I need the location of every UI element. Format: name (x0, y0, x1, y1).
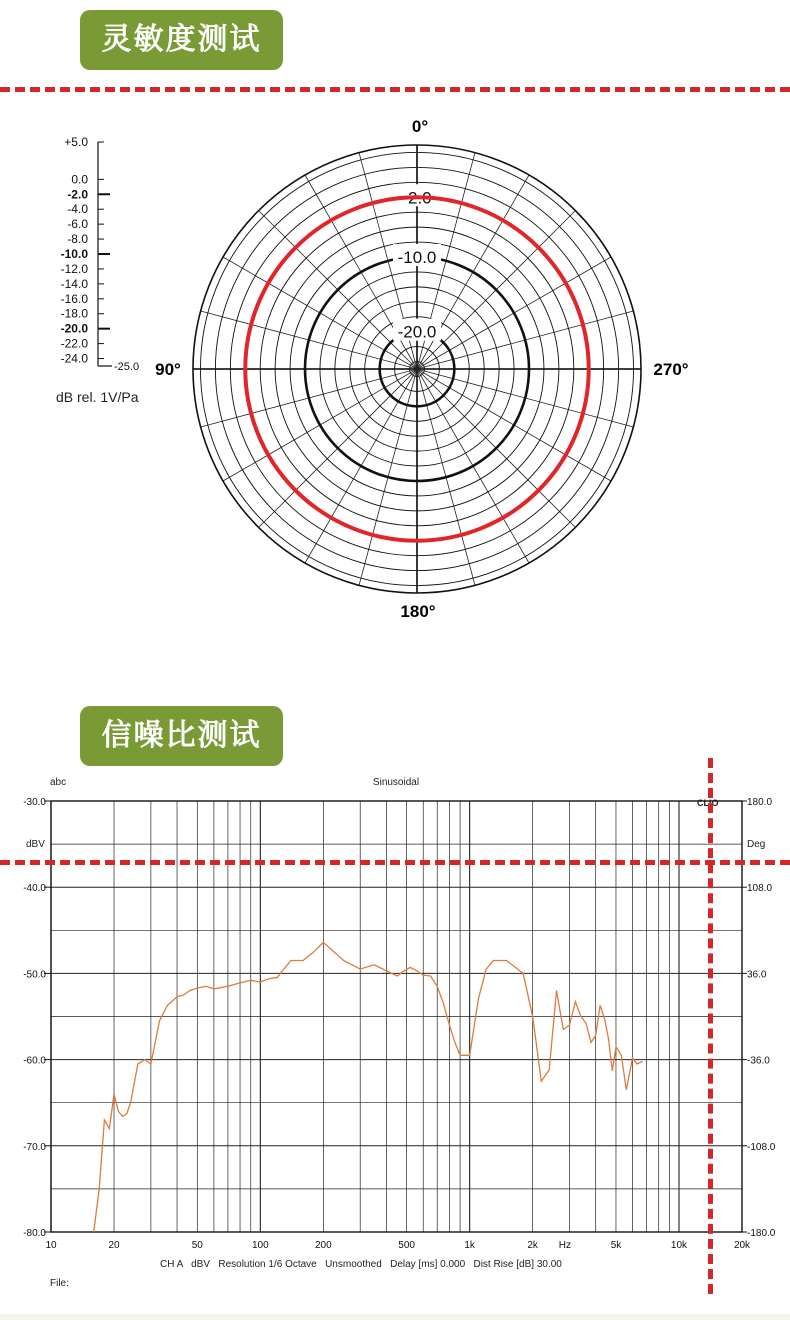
polar-pattern-chart (0, 100, 790, 660)
x-tick-1: 20 (108, 1240, 120, 1251)
polar-grid (193, 145, 641, 593)
x-tick-11: 20k (733, 1240, 751, 1251)
scale-label-0: +5.0 (64, 135, 88, 149)
angle-label-90: 90° (155, 360, 181, 379)
left-tick-2: -50.0 (23, 969, 46, 981)
scale-label-13: -24.0 (60, 351, 88, 366)
sensitivity-title-badge: 灵敏度测试 (80, 10, 283, 70)
x-tick-7: 2k (527, 1240, 538, 1251)
angle-label-0: 0° (411, 117, 429, 136)
right-tick-1: 108.0 (747, 883, 773, 895)
scale-label-5: -8.0 (67, 232, 88, 247)
x-tick-10: 10k (670, 1240, 688, 1251)
left-tick-5: -80.0 (23, 1228, 46, 1239)
left-tick-1: -40.0 (23, 883, 46, 895)
right-tick-0: 180.0 (747, 797, 773, 808)
polar-scale (61, 135, 139, 373)
x-tick-2: 50 (191, 1240, 203, 1251)
red-dashed-divider-top (0, 87, 790, 92)
right-tick-5: -180.0 (747, 1228, 776, 1239)
fr-grid (51, 801, 742, 1232)
scale-min-label: -25.0 (114, 361, 140, 373)
scale-label-11: -20.0 (60, 321, 88, 336)
right-tick-4: -108.0 (747, 1141, 776, 1153)
frequency-response-chart (0, 770, 790, 1290)
file-label: File: (50, 1278, 69, 1289)
chart-title: Sinusoidal (372, 777, 420, 788)
polar-unit-label: dB rel. 1V/Pa (56, 389, 139, 405)
red-dashed-overlay-horizontal (0, 860, 790, 865)
left-unit-label: dBV (26, 839, 45, 850)
scale-label-6: -10.0 (60, 247, 88, 261)
x-tick-3: 100 (251, 1240, 269, 1251)
left-tick-0: -30.0 (23, 797, 46, 808)
left-tick-3: -60.0 (23, 1055, 46, 1067)
x-tick-9: 5k (610, 1240, 622, 1251)
scale-label-9: -16.0 (60, 291, 88, 306)
chart-footer: CH A dBV Resolution 1/6 Octave Unsmoothed Delay [ms] 0.000 Dist Rise [dB] 30.00 (160, 1259, 562, 1270)
angle-label-270: 270° (653, 360, 689, 379)
corner-label: abc (50, 777, 67, 788)
scale-label-10: -18.0 (60, 306, 88, 321)
x-tick-8: Hz (558, 1240, 571, 1251)
snr-title-badge: 信噪比测试 (80, 706, 283, 766)
scale-label-12: -22.0 (60, 336, 88, 351)
bottom-strip (0, 1314, 790, 1320)
scale-label-2: -2.0 (67, 187, 88, 202)
left-tick-4: -70.0 (23, 1141, 46, 1153)
angle-label-180: 180° (400, 602, 436, 621)
ring-label-2: -20.0 (397, 322, 437, 342)
scale-label-7: -12.0 (60, 261, 88, 276)
scale-label-4: -6.0 (67, 217, 88, 232)
right-tick-2: 36.0 (747, 969, 767, 981)
ring-label-1: -10.0 (397, 248, 437, 267)
clio-brand: CLIO (697, 798, 719, 808)
fr-axis-labels (23, 797, 776, 1251)
x-tick-4: 200 (314, 1240, 332, 1251)
x-tick-5: 500 (398, 1240, 415, 1251)
scale-label-1: 0.0 (71, 172, 88, 187)
scale-label-3: -4.0 (67, 202, 88, 217)
ring-label-0: -2.0 (402, 188, 432, 208)
x-tick-6: 1k (464, 1240, 475, 1251)
right-unit-label: Deg (747, 839, 766, 850)
red-dashed-overlay-vertical (708, 758, 713, 1294)
scale-label-8: -14.0 (60, 276, 88, 291)
x-tick-0: 10 (45, 1240, 57, 1251)
right-tick-3: -36.0 (747, 1055, 770, 1067)
